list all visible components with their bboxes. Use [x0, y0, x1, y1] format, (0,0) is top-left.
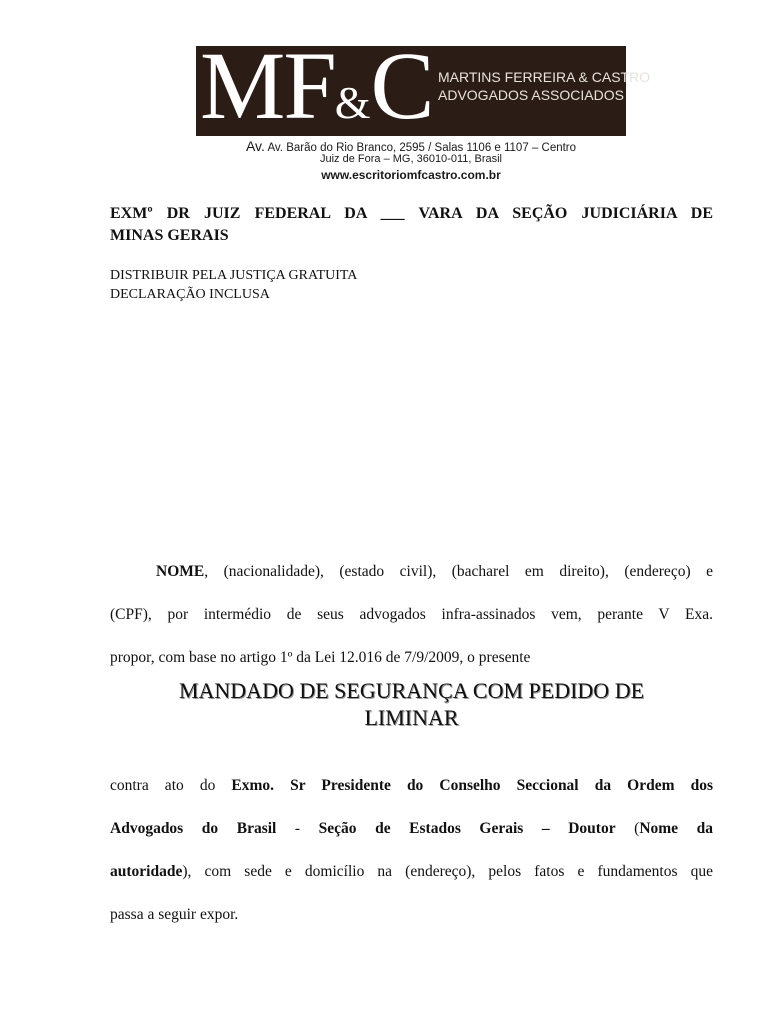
logo-firm-name — [438, 68, 650, 104]
note-declaration: DECLARAÇÃO INCLUSA — [110, 287, 270, 302]
paragraph-line: Advogados do Brasil - Seção de Estados Gerais – Doutor (Nome da — [110, 820, 713, 837]
paragraph-line: autoridade), com sede e domicílio na (endereço), pelos fatos e fundamentos que — [110, 863, 713, 880]
letterhead-logo — [196, 32, 651, 139]
paragraph-line: NOME, (nacionalidade), (estado civil), (bacharel em direito), (endereço) e — [156, 563, 713, 580]
note-free-justice: DISTRIBUIR PELA JUSTIÇA GRATUITA — [110, 268, 358, 283]
respondent-title: Exmo. Sr Presidente do Conselho Seccional da Ordem dos — [231, 777, 713, 794]
filing-notes — [110, 266, 357, 304]
document-heading — [110, 677, 713, 731]
court-line-1: EXMº DR JUIZ FEDERAL DA ___ VARA DA SEÇÃO JUDICIÁRIA DE — [110, 205, 713, 222]
paragraph-line: (CPF), por intermédio de seus advogados infra-assinados vem, perante V Exa. — [110, 606, 713, 623]
paragraph-line: contra ato do Exmo. Sr Presidente do Conselho Seccional da Ordem dos — [110, 777, 713, 794]
heading-line-1: MANDADO DE SEGURANÇA COM PEDIDO DE — [178, 678, 645, 703]
petitioner-paragraph — [110, 550, 713, 679]
address-street: Av. Barão do Rio Branco, 2595 / Salas 1106 e 1107 – Centro — [267, 142, 577, 154]
petitioner-name: NOME — [156, 563, 205, 580]
logo-monogram: MF&C — [200, 32, 433, 139]
address-prefix: Av. — [245, 138, 265, 154]
heading-line-2: LIMINAR — [364, 705, 459, 730]
address-line-1 — [196, 138, 626, 154]
court-addressee — [110, 203, 713, 247]
paragraph-line: propor, com base no artigo 1º da Lei 12.016 de 7/9/2009, o presente — [110, 649, 531, 666]
firm-subtitle-line: ADVOGADOS ASSOCIADOS — [438, 87, 624, 103]
address-line-2: Juiz de Fora – MG, 36010-011, Brasil — [320, 153, 502, 165]
website-url: www.escritoriomfcastro.com.br — [321, 168, 501, 182]
paragraph-line: passa a seguir expor. — [110, 906, 239, 923]
court-line-2: MINAS GERAIS — [110, 227, 229, 244]
respondent-paragraph — [110, 764, 713, 936]
firm-name-line: MARTINS FERREIRA & CASTRO — [438, 69, 651, 85]
